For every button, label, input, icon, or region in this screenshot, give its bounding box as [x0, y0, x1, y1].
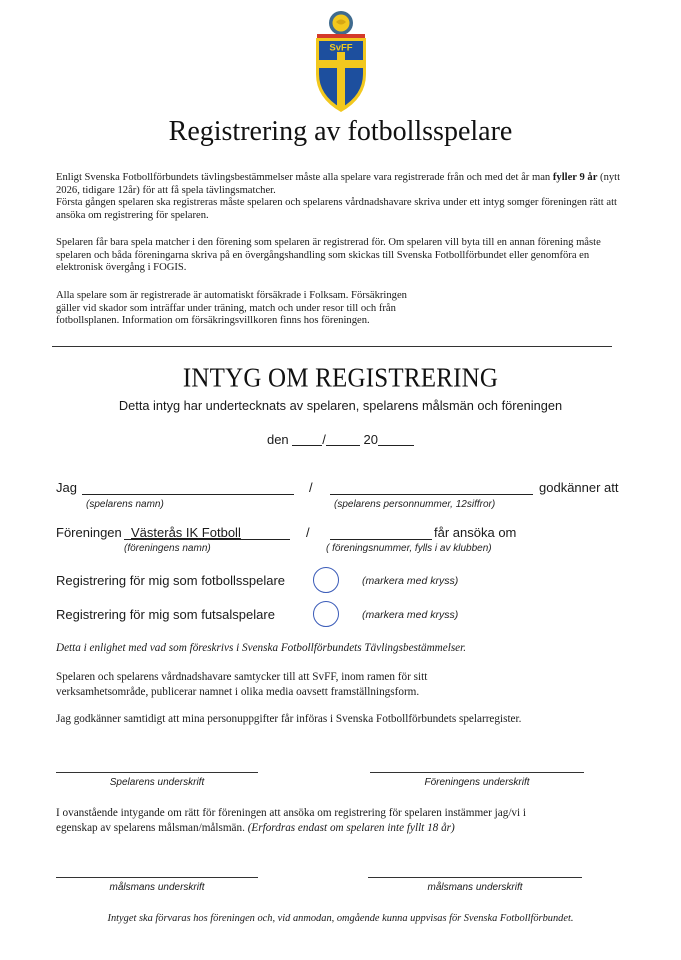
player-name-input[interactable] — [82, 494, 294, 495]
option-futsal-label: Registrering för mig som futsalspelare — [56, 607, 275, 622]
option-football-checkbox[interactable] — [313, 567, 339, 593]
compliance-text: Detta i enlighet med vad som föreskrivs i Svenska Fotbollförbundets Tävlingsbestämmelser. — [56, 642, 467, 654]
club-separator: / — [306, 525, 310, 540]
option-football-label: Registrering för mig som fotbollsspelare — [56, 573, 286, 588]
certificate-subheading: Detta intyg har undertecknats av spelaren, spelarens målsmän och föreningen — [118, 398, 563, 413]
guardian-2-signature-line[interactable] — [368, 877, 582, 878]
svff-crest-icon — [308, 8, 374, 114]
club-signature-label: Föreningens underskrift — [424, 777, 530, 788]
option-football-hint: (markera med kryss) — [362, 575, 459, 587]
date-day-input[interactable] — [292, 445, 322, 446]
intro-paragraph-1: Enligt Svenska Fotbollförbundets tävlingsbestämmelser måste alla spelare vara registrerade från och med det år man fyller 9 år (nytt 2026, tidigare 12år) för att få spela tävlingsmatcher. Första gången spelaren ska registreras måste spelaren och spelarens vårdnadshavare skriva under ett intyg somger föreningen rätt att ansöka om registrering för spelaren. — [56, 172, 621, 221]
guardian-1-signature-line[interactable] — [56, 877, 258, 878]
club-number-hint: ( föreningsnummer, fylls i av klubben) — [326, 543, 492, 554]
intro-paragraph-3: Alla spelare som är registrerade är automatiskt försäkrade i Folksam. Försäkringen gäller vid skador som inträffar under träning, match och under resor till och från fotbollsplanen. Information om försäkringsvillkoren finns hos föreningen. — [56, 290, 407, 327]
player-label: Jag — [56, 480, 77, 495]
consent-text: Spelaren och spelarens vårdnadshavare samtycker till att SvFF, inom ramen för sitt verksamhetsområde, publicerar namnet i olika media oavsett framställningsform. — [56, 671, 428, 698]
club-number-input[interactable] — [330, 539, 432, 540]
intro-paragraph-2: Spelaren får bara spela matcher i den förening som spelaren är registrerad för. Om spelaren vill byta till en annan förening måste spelaren och båda föreningarna skriva på en övergångshandling som skickas till Svenska Fotbollförbundet eller genomföra en elektronisk övergång i FOGIS. — [56, 237, 601, 274]
guardian-2-signature-label: målsmans underskrift — [427, 882, 523, 893]
club-suffix: får ansöka om — [434, 525, 517, 540]
guardian-text: I ovanstående intygande om rätt för föreningen att ansöka om registrering för spelaren instämmer jag/vi i egenskap av spelarens målsman/målsmän. (Erfordras endast om spelaren inte fyllt 18 år) — [56, 807, 527, 834]
club-name-value: Västerås IK Fotboll — [131, 525, 241, 540]
player-id-hint: (spelarens personnummer, 12siffror) — [334, 499, 496, 510]
date-year-input[interactable] — [378, 445, 414, 446]
section-divider — [52, 346, 612, 347]
date-field: den / 20 — [0, 432, 681, 447]
certificate-heading: INTYG OM REGISTRERING — [182, 363, 499, 394]
player-separator: / — [309, 480, 313, 495]
date-month-input[interactable] — [326, 445, 360, 446]
club-signature-line[interactable] — [370, 772, 584, 773]
player-id-input[interactable] — [330, 494, 533, 495]
footer-note: Intyget ska förvaras hos föreningen och, vid anmodan, omgående kunna uppvisas för Svenska Fotbollförbundet. — [107, 913, 574, 924]
option-futsal-hint: (markera med kryss) — [362, 609, 459, 621]
player-suffix: godkänner att — [539, 480, 619, 495]
svff-logo — [308, 8, 374, 114]
guardian-1-signature-label: målsmans underskrift — [109, 882, 205, 893]
player-signature-line[interactable] — [56, 772, 258, 773]
svg-text:SvFF: SvFF — [329, 42, 353, 54]
option-futsal-checkbox[interactable] — [313, 601, 339, 627]
gdpr-text: Jag godkänner samtidigt att mina personuppgifter får införas i Svenska Fotbollförbundets spelarregister. — [56, 713, 522, 725]
club-name-hint: (föreningens namn) — [124, 543, 211, 554]
club-label: Föreningen — [56, 525, 122, 540]
page-title: Registrering av fotbollsspelare — [168, 116, 513, 147]
player-name-hint: (spelarens namn) — [86, 499, 164, 510]
player-signature-label: Spelarens underskrift — [109, 777, 205, 788]
